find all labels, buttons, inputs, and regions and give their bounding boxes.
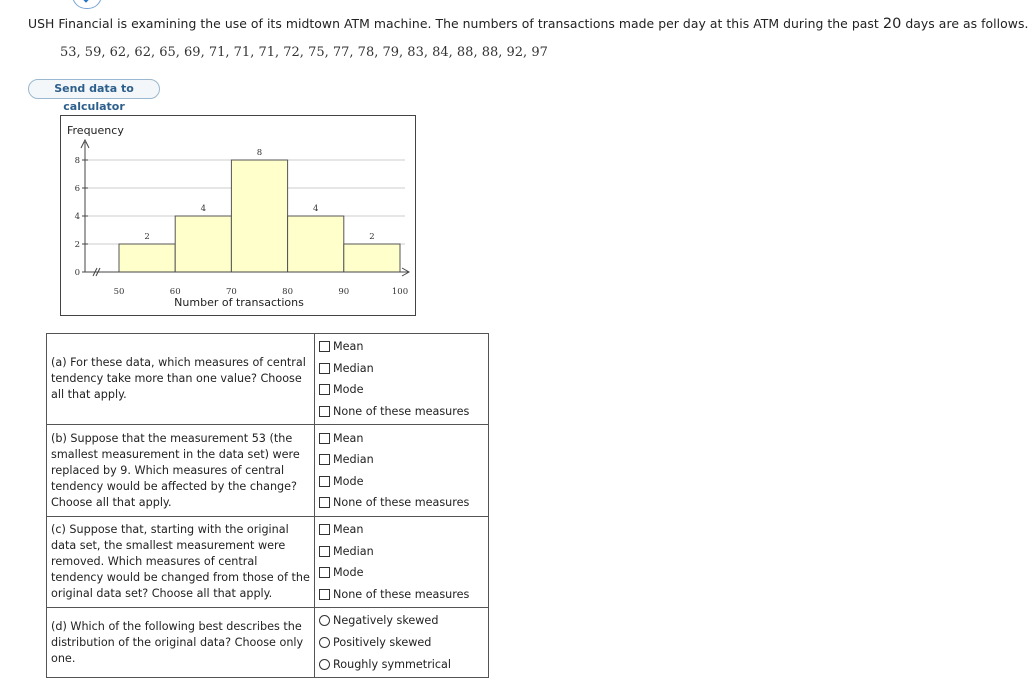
answer-options xyxy=(315,334,489,425)
question-text: (d) Which of the following best describes the distribution of the original data? Choose only one. xyxy=(47,608,315,678)
checkbox[interactable] xyxy=(319,454,330,465)
checkbox[interactable] xyxy=(319,341,330,352)
radio-button[interactable] xyxy=(319,615,330,626)
y-tick-label: 8 xyxy=(74,156,80,166)
collapse-chevron-icon[interactable] xyxy=(72,0,102,9)
option-label: Mean xyxy=(333,523,364,537)
bar-value-label: 2 xyxy=(369,232,375,242)
question-row xyxy=(47,516,489,607)
checkbox-option[interactable] xyxy=(317,401,486,423)
option-label: None of these measures xyxy=(333,405,470,419)
problem-statement xyxy=(28,16,1028,32)
checkbox-option[interactable] xyxy=(317,449,486,471)
option-label: Mode xyxy=(333,474,364,488)
answer-options xyxy=(315,608,489,678)
x-tick-label: 100 xyxy=(391,287,409,297)
bar-value-label: 4 xyxy=(200,204,207,214)
question-text: (b) Suppose that the measurement 53 (the smallest measurement in the data set) were replaced by 9. Which measures of central tendency would be affected by the change? Choose all that apply. xyxy=(47,425,315,516)
x-tick-label: 50 xyxy=(113,287,125,297)
checkbox[interactable] xyxy=(319,406,330,417)
radio-option[interactable] xyxy=(317,610,486,632)
option-label: Median xyxy=(333,361,374,375)
y-tick-label: 2 xyxy=(74,240,80,250)
days-count: 20 xyxy=(882,16,902,32)
checkbox[interactable] xyxy=(319,589,330,600)
y-tick-label: 0 xyxy=(74,268,80,278)
x-tick-label: 70 xyxy=(225,287,237,297)
option-label: Median xyxy=(333,453,374,467)
x-tick-label: 90 xyxy=(338,287,350,297)
checkbox[interactable] xyxy=(319,546,330,557)
option-label: Mean xyxy=(333,431,364,445)
question-row xyxy=(47,334,489,425)
bar-value-label: 2 xyxy=(144,232,150,242)
option-label: Mode xyxy=(333,383,364,397)
option-label: Mode xyxy=(333,566,364,580)
answer-options xyxy=(315,425,489,516)
y-tick-label: 6 xyxy=(74,184,80,194)
data-values: 53, 59, 62, 62, 65, 69, 71, 71, 71, 72, 75, 77, 78, 79, 83, 84, 88, 88, 92, 97 xyxy=(60,45,548,60)
bar-value-label: 4 xyxy=(312,204,319,214)
checkbox-option[interactable] xyxy=(317,471,486,493)
checkbox-option[interactable] xyxy=(317,492,486,514)
checkbox-option[interactable] xyxy=(317,562,486,584)
x-axis-label: Number of transactions xyxy=(174,296,304,309)
intro-text: USH Financial is examining the use of its midtown ATM machine. The numbers of transactions made per day at this ATM during the past xyxy=(28,16,883,31)
question-row xyxy=(47,608,489,678)
intro-text-end: days are as follows. xyxy=(901,16,1028,31)
radio-option[interactable] xyxy=(317,653,486,675)
checkbox[interactable] xyxy=(319,567,330,578)
histogram xyxy=(61,116,415,315)
radio-button[interactable] xyxy=(319,637,330,648)
checkbox[interactable] xyxy=(319,433,330,444)
bar-value-label: 8 xyxy=(256,148,263,158)
send-data-button[interactable]: Send data to calculator xyxy=(28,79,160,99)
checkbox-option[interactable] xyxy=(317,584,486,606)
option-label: None of these measures xyxy=(333,587,470,601)
radio-option[interactable] xyxy=(317,632,486,654)
histogram-bar xyxy=(288,216,344,272)
histogram-bar xyxy=(175,216,231,272)
option-label: Roughly symmetrical xyxy=(333,657,452,671)
option-label: Median xyxy=(333,544,374,558)
checkbox[interactable] xyxy=(319,524,330,535)
questions-table xyxy=(46,333,489,678)
checkbox-option[interactable] xyxy=(317,540,486,562)
checkbox-option[interactable] xyxy=(317,427,486,449)
y-axis-label: Frequency xyxy=(67,124,124,137)
histogram-panel xyxy=(60,115,416,316)
checkbox[interactable] xyxy=(319,363,330,374)
option-label: Negatively skewed xyxy=(333,614,439,628)
question-text: (c) Suppose that, starting with the original data set, the smallest measurement were removed. Which measures of central tendency would be changed from those of the original data set? Choose all that apply. xyxy=(47,516,315,607)
checkbox-option[interactable] xyxy=(317,379,486,401)
radio-button[interactable] xyxy=(319,659,330,670)
question-row xyxy=(47,425,489,516)
y-tick-label: 4 xyxy=(74,212,80,222)
answer-options xyxy=(315,516,489,607)
checkbox-option[interactable] xyxy=(317,358,486,380)
checkbox-option[interactable] xyxy=(317,336,486,358)
option-label: None of these measures xyxy=(333,496,470,510)
checkbox[interactable] xyxy=(319,497,330,508)
histogram-bar xyxy=(344,244,400,272)
checkbox-option[interactable] xyxy=(317,519,486,541)
option-label: Positively skewed xyxy=(333,636,432,650)
option-label: Mean xyxy=(333,340,364,354)
checkbox[interactable] xyxy=(319,476,330,487)
x-tick-label: 80 xyxy=(282,287,294,297)
histogram-bar xyxy=(231,160,287,272)
checkbox[interactable] xyxy=(319,384,330,395)
histogram-bar xyxy=(119,244,175,272)
question-text: (a) For these data, which measures of central tendency take more than one value? Choose all that apply. xyxy=(47,334,315,425)
x-tick-label: 60 xyxy=(169,287,181,297)
